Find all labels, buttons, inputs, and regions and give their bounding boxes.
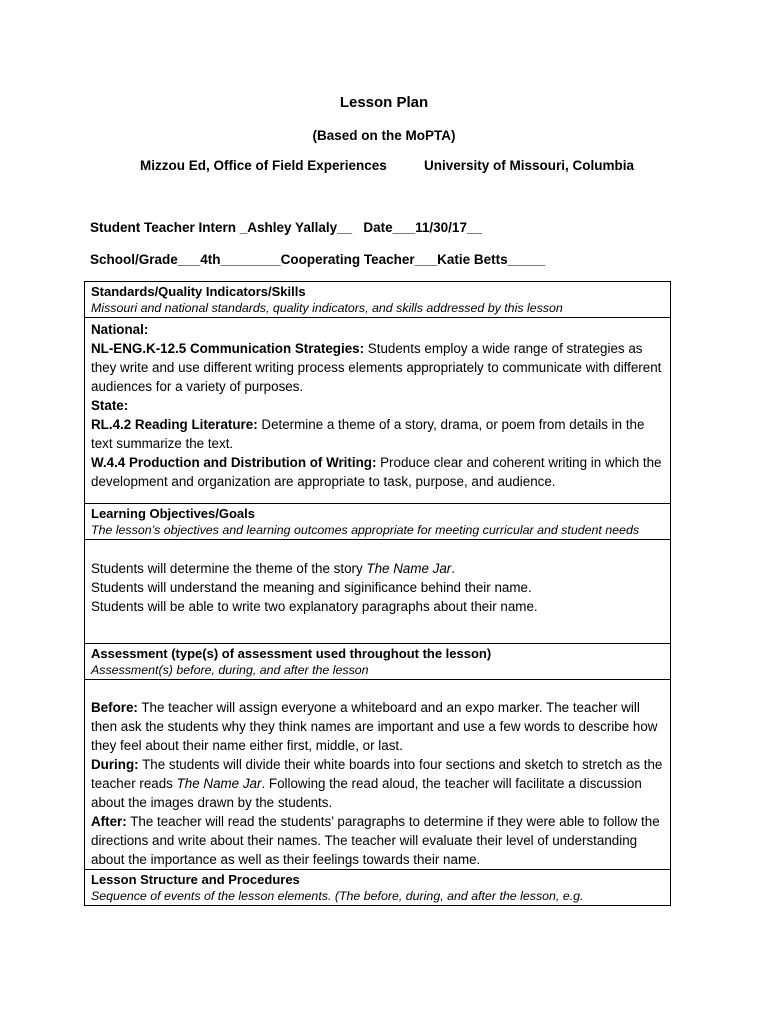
- standards-header-row: [85, 282, 671, 318]
- objective-item: Students will be able to write two explanatory paragraphs about their name.: [91, 599, 538, 614]
- state-label: State:: [91, 398, 129, 413]
- university-name: University of Missouri, Columbia: [424, 158, 635, 173]
- state-standard-rl: RL.4.2 Reading Literature: Determine a theme of a story, drama, or poem from details in the text summarize the text.: [91, 417, 645, 451]
- assessment-subtitle: Assessment(s) before, during, and after the lesson: [91, 663, 369, 677]
- assessment-after: After: The teacher will read the students’ paragraphs to determine if they were able to follow the directions and write about their names. The teacher will evaluate their level of understanding about the importance as well as their feelings towards their name.: [91, 814, 660, 867]
- objectives-body-row: [85, 540, 671, 644]
- page-subtitle: (Based on the MoPTA): [312, 128, 456, 143]
- objective-item: Students will determine the theme of the story The Name Jar.: [91, 561, 455, 576]
- objectives-header-row: [85, 504, 671, 540]
- assessment-title: Assessment (type(s) of assessment used throughout the lesson): [91, 646, 492, 661]
- assessment-body-row: [85, 680, 671, 870]
- school-teacher-line: School/Grade___4th________Cooperating Teacher___Katie Betts_____: [90, 252, 546, 267]
- objectives-subtitle: The lesson’s objectives and learning outcomes appropriate for meeting curricular and student needs: [91, 523, 640, 537]
- objectives-title: Learning Objectives/Goals: [91, 506, 255, 521]
- national-standard: NL-ENG.K-12.5 Communication Strategies: Students employ a wide range of strategies as they write and use different writing process elements appropriately to communicate with different audiences for a variety of purposes.: [91, 341, 662, 394]
- standards-body-row: [85, 318, 671, 504]
- state-standard-w: W.4.4 Production and Distribution of Writing: Produce clear and coherent writing in which the development and organization are appropriate to task, purpose, and audience.: [91, 455, 662, 489]
- procedures-header-row: [85, 870, 671, 906]
- intern-date-line: Student Teacher Intern _Ashley Yallaly__ Date___11/30/17__: [90, 220, 482, 235]
- office-name: Mizzou Ed, Office of Field Experiences: [140, 158, 387, 173]
- standards-title: Standards/Quality Indicators/Skills: [91, 284, 306, 299]
- assessment-before: Before: The teacher will assign everyone a whiteboard and an expo marker. The teacher will then ask the students why they think names are important and use a few words to describe how they feel about their name either first, middle, or last.: [91, 700, 658, 753]
- assessment-header-row: [85, 644, 671, 680]
- standards-subtitle: Missouri and national standards, quality indicators, and skills addressed by this lesson: [91, 301, 563, 315]
- procedures-title: Lesson Structure and Procedures: [91, 872, 300, 887]
- page-title: Lesson Plan: [339, 94, 429, 111]
- national-label: National:: [91, 322, 149, 337]
- procedures-subtitle: Sequence of events of the lesson elements. (The before, during, and after the lesson, e.g.: [91, 889, 584, 903]
- lesson-plan-table: [84, 281, 671, 906]
- objective-item: Students will understand the meaning and siginificance behind their name.: [91, 580, 532, 595]
- assessment-during: During: The students will divide their white boards into four sections and sketch to stretch as the teacher reads The Name Jar. Following the read aloud, the teacher will facilitate a discussion about the images drawn by the students.: [91, 757, 663, 810]
